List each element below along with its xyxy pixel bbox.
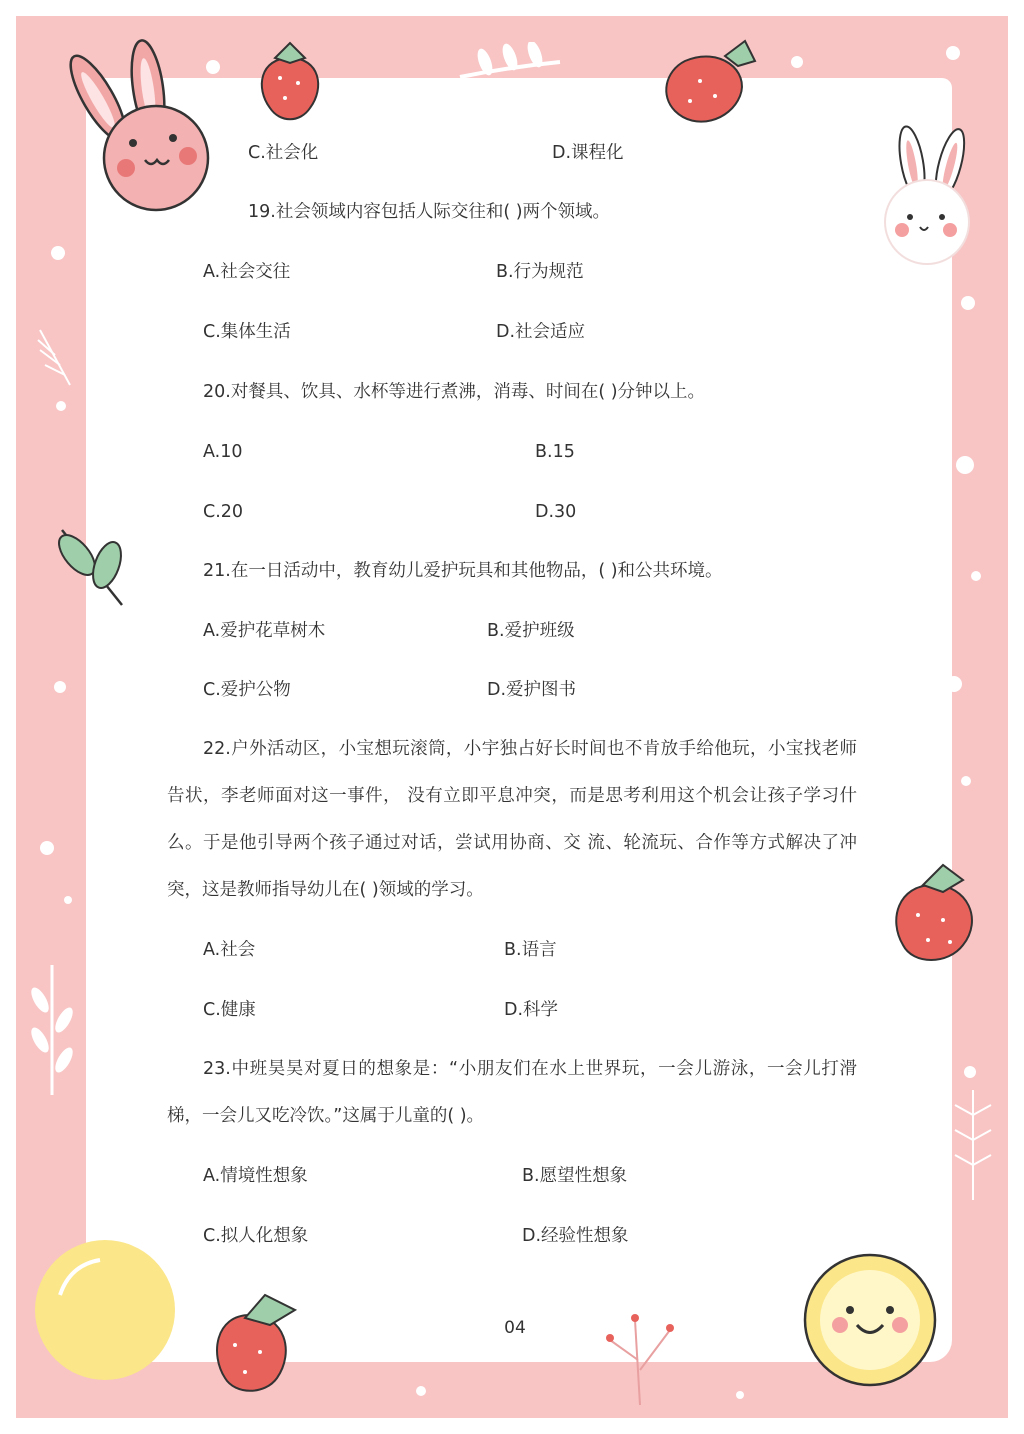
strawberry-icon — [888, 860, 983, 970]
q23-option-c: C.拟人化想象 — [203, 1226, 309, 1246]
q19-option-c: C.集体生活 — [203, 322, 291, 342]
q22-option-d: D.科学 — [504, 1000, 559, 1020]
q19-option-a: A.社会交往 — [203, 262, 291, 282]
q23-option-a: A.情境性想象 — [203, 1166, 308, 1186]
q19-stem: 19.社会领域内容包括人际交往和( )两个领域。 — [248, 202, 611, 222]
q23-option-b: B.愿望性想象 — [522, 1166, 628, 1186]
q22-stem: 22.户外活动区，小宝想玩滚筒，小宇独占好长时间也不肯放手给他玩，小宝找老师告状，李老师面对这一事件， 没有立即平息冲突，而是思考利用这个机会让孩子学习什么。于是他引导两个孩子通过对话，尝试用协商、交 流、轮流玩、合作等方式解决了冲突，这是教师指导幼儿在( )领域的学习。 — [167, 739, 857, 900]
q18-option-c: C.社会化 — [248, 143, 319, 163]
q21-option-a: A.爱护花草树木 — [203, 621, 326, 641]
strawberry-icon — [250, 38, 330, 128]
q21-option-d: D.爱护图书 — [487, 680, 577, 700]
strawberry-icon — [660, 36, 760, 131]
q20-option-c: C.20 — [203, 502, 244, 522]
strawberry-icon — [205, 1290, 305, 1400]
flower-sprig-icon — [600, 1300, 680, 1410]
q23-option-d: D.经验性想象 — [522, 1226, 629, 1246]
q19-option-b: B.行为规范 — [496, 262, 584, 282]
q22-option-b: B.语言 — [504, 940, 557, 960]
bunny-icon — [48, 38, 218, 213]
leaf-branch-icon — [22, 960, 82, 1100]
q19-option-d: D.社会适应 — [496, 322, 586, 342]
leaf-branch-icon — [945, 1085, 1000, 1205]
q22-option-a: A.社会 — [203, 940, 256, 960]
q21-stem: 21.在一日活动中，教育幼儿爱护玩具和其他物品，( )和公共环境。 — [203, 561, 723, 581]
leaf-icon — [52, 520, 132, 610]
q20-option-d: D.30 — [535, 502, 577, 522]
q21-option-b: B.爱护班级 — [487, 621, 575, 641]
q23-stem: 23.中班昊昊对夏日的想象是：“小朋友们在水上世界玩，一会儿游泳，一会儿打滑梯，一会儿又吃冷饮。”这属于儿童的( )。 — [167, 1059, 857, 1126]
q22-option-c: C.健康 — [203, 1000, 256, 1020]
page-number: 04 — [504, 1318, 526, 1338]
q20-stem: 20.对餐具、饮具、水杯等进行煮沸，消毒、时间在( )分钟以上。 — [203, 382, 706, 402]
leaf-branch-icon — [455, 42, 565, 88]
q20-option-a: A.10 — [203, 442, 243, 462]
q18-option-d: D.课程化 — [552, 143, 624, 163]
leaf-branch-icon — [30, 320, 80, 390]
lemon-icon — [30, 1235, 180, 1385]
bunny-icon — [872, 122, 982, 267]
lemon-face-icon — [795, 1245, 945, 1390]
q21-option-c: C.爱护公物 — [203, 680, 291, 700]
q20-option-b: B.15 — [535, 442, 575, 462]
